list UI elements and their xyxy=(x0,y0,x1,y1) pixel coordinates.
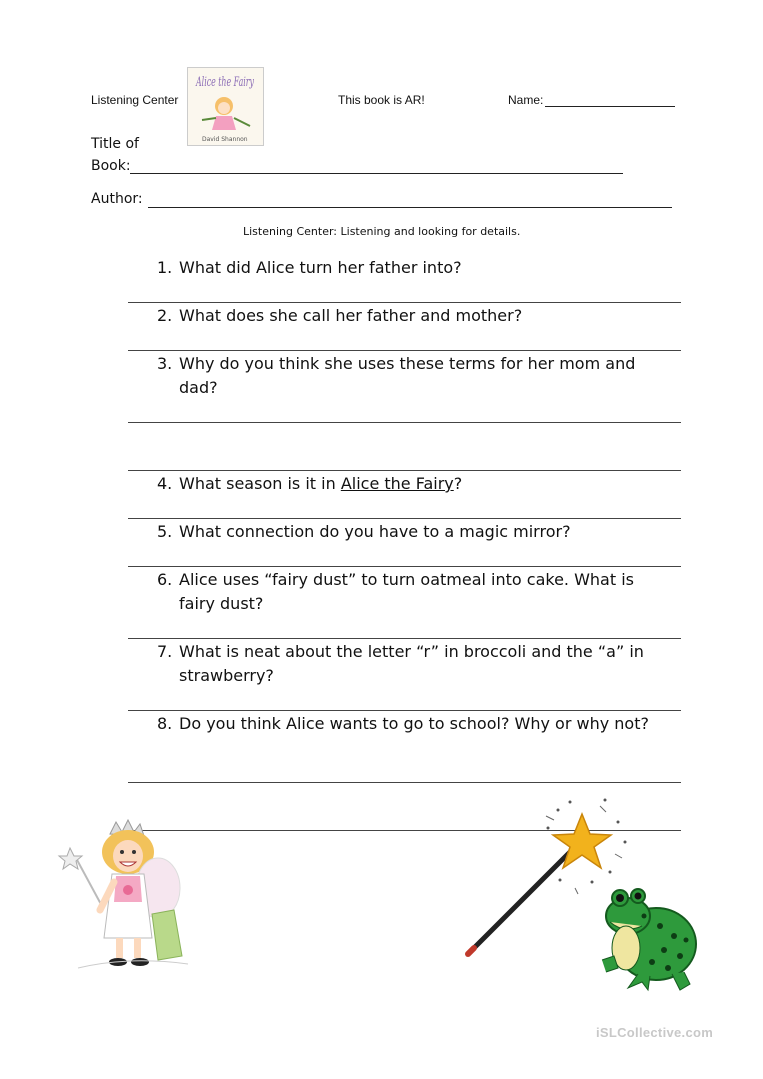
answer-line-4[interactable] xyxy=(128,518,681,519)
question-text-before: What season is it in xyxy=(179,474,341,493)
question-text: Alice uses “fairy dust” to turn oatmeal into cake. What is fairy dust? xyxy=(179,570,634,613)
fairy-girl-illustration xyxy=(48,818,198,978)
frog-illustration xyxy=(598,876,708,994)
book-cover-illustration xyxy=(188,68,263,145)
author-label: Author: xyxy=(91,191,143,207)
question-text: What does she call her father and mother? xyxy=(179,306,523,325)
answer-line-2[interactable] xyxy=(128,350,681,351)
answer-line-7[interactable] xyxy=(128,710,681,711)
book-cover-image xyxy=(187,67,264,146)
question-number: 3. xyxy=(157,354,173,373)
question-2 xyxy=(157,304,677,328)
question-text xyxy=(179,472,677,496)
question-number: 7. xyxy=(157,642,173,661)
question-text: Why do you think she uses these terms for her mom and dad? xyxy=(179,354,636,397)
question-text: Do you think Alice wants to go to school? Why or why not? xyxy=(179,714,649,733)
question-number: 5. xyxy=(157,522,173,541)
question-3 xyxy=(157,352,667,400)
listening-center-label: Listening Center xyxy=(91,93,179,107)
ar-note: This book is AR! xyxy=(338,93,425,107)
question-number: 8. xyxy=(157,714,173,733)
question-number: 6. xyxy=(157,570,173,589)
name-field-line[interactable] xyxy=(545,106,675,107)
answer-line-5[interactable] xyxy=(128,566,681,567)
question-text: What did Alice turn her father into? xyxy=(179,258,462,277)
answer-line-3b[interactable] xyxy=(128,470,681,471)
title-field-line[interactable] xyxy=(130,173,623,174)
question-8 xyxy=(157,712,657,736)
question-6 xyxy=(157,568,667,616)
question-4 xyxy=(157,472,677,496)
author-field-line[interactable] xyxy=(148,207,672,208)
answer-line-6[interactable] xyxy=(128,638,681,639)
question-text: What is neat about the letter “r” in broccoli and the “a” in strawberry? xyxy=(179,642,644,685)
question-number: 4. xyxy=(157,474,173,493)
title-label-line1: Title of xyxy=(91,136,139,152)
question-number: 1. xyxy=(157,258,173,277)
book-title-underlined: Alice the Fairy xyxy=(340,474,454,493)
cover-title-text: Alice the Fairy xyxy=(195,75,255,90)
name-label: Name: xyxy=(508,93,544,107)
answer-line-8a[interactable] xyxy=(128,782,681,783)
answer-line-3a[interactable] xyxy=(128,422,681,423)
instructions-text: Listening Center: Listening and looking for details. xyxy=(243,225,521,238)
question-number: 2. xyxy=(157,306,173,325)
question-text: What connection do you have to a magic mirror? xyxy=(179,522,571,541)
question-1 xyxy=(157,256,677,280)
title-label-line2: Book: xyxy=(91,158,131,174)
watermark: iSLCollective.com xyxy=(596,1025,714,1040)
question-text-after: ? xyxy=(453,474,463,493)
answer-line-1[interactable] xyxy=(128,302,681,303)
question-5 xyxy=(157,520,677,544)
cover-author-text: David Shannon xyxy=(202,136,248,143)
question-7 xyxy=(157,640,677,688)
